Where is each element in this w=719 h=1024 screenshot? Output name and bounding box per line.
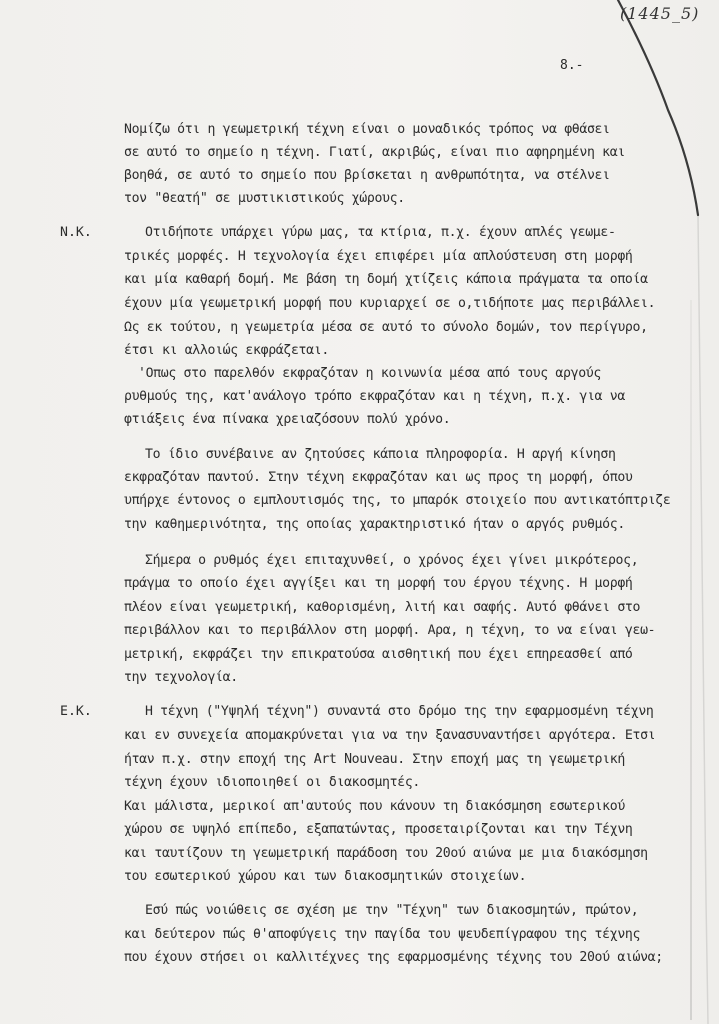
text-line: τον "θεατή" σε μυστικιστικούς χώρους.: [124, 191, 405, 206]
text-line: Το ίδιο συνέβαινε αν ζητούσες κάποια πληροφορία. Η αργή κίνηση: [145, 447, 616, 462]
text-line: και μία καθαρή δομή. Με βάση τη δομή χτίζεις κάποια πράγματα τα οποία: [124, 272, 648, 287]
page-number: 8.-: [560, 58, 584, 73]
text-line: υπήρχε έντονος ο εμπλουτισμός της, το μπαρόκ στοιχείο που αντικατόπτριζε: [124, 493, 671, 508]
text-line: Σήμερα ο ρυθμός έχει επιταχυνθεί, ο χρόνος έχει γίνει μικρότερος,: [145, 553, 639, 568]
page-edge-shadow: [690, 300, 692, 1020]
text-line: Εσύ πώς νοιώθεις σε σχέση με την "Τέχνη" των διακοσμητών, πρώτον,: [145, 903, 639, 918]
text-line: Ως εκ τούτου, η γεωμετρία μέσα σε αυτό το σύνολο δομών, τον περίγυρο,: [124, 320, 648, 335]
text-line: την τεχνολογία.: [124, 670, 238, 685]
text-line: Οτιδήποτε υπάρχει γύρω μας, τα κτίρια, π.χ. έχουν απλές γεωμε-: [145, 225, 616, 240]
text-line: πλέον είναι γεωμετρική, καθορισμένη, λιτή και σαφής. Αυτό φθάνει στο: [124, 600, 641, 615]
speaker-label: Ν.Κ.: [60, 225, 92, 240]
text-line: και ταυτίζουν τη γεωμετρική παράδοση του 20ού αιώνα με μια διακόσμηση: [124, 846, 648, 861]
text-line: που έχουν στήσει οι καλλιτέχνες της εφαρμοσμένης τέχνης του 20ού αιώνα;: [124, 950, 663, 965]
text-line: φτιάξεις ένα πίνακα χρειαζόσουν πολύ χρόνο.: [124, 412, 451, 427]
text-line: 'Οπως στο παρελθόν εκφραζόταν η κοινωνία μέσα από τους αργούς: [138, 366, 601, 381]
text-line: έχουν μία γεωμετρική μορφή που κυριαρχεί σε ο,τιδήποτε μας περιβάλλει.: [124, 296, 656, 311]
text-line: ρυθμούς της, κατ'ανάλογο τρόπο εκφραζόταν και η τέχνη, π.χ. για να: [124, 389, 625, 404]
text-line: ήταν π.χ. στην εποχή της Art Nouveau. Στην εποχή μας τη γεωμετρική: [124, 752, 625, 767]
text-line: του εσωτερικού χώρου και των διακοσμητικών στοιχείων.: [124, 869, 527, 884]
text-line: μετρική, εκφράζει την επικρατούσα αισθητική που έχει επηρεασθεί από: [124, 647, 633, 662]
text-line: πράγμα το οποίο έχει αγγίξει και τη μορφή του έργου τέχνης. Η μορφή: [124, 576, 633, 591]
text-line: χώρου σε υψηλό επίπεδο, εξαπατώντας, προσεταιρίζονται και την Τέχνη: [124, 822, 633, 837]
text-line: έτσι κι αλλοιώς εκφράζεται.: [124, 343, 329, 358]
text-line: Νομίζω ότι η γεωμετρική τέχνη είναι ο μοναδικός τρόπος να φθάσει: [124, 122, 610, 137]
text-line: την καθημερινότητα, της οποίας χαρακτηριστικό ήταν ο αργός ρυθμός.: [124, 517, 625, 532]
text-line: βοηθά, σε αυτό το σημείο που βρίσκεται η ανθρωπότητα, να στέλνει: [124, 168, 610, 183]
text-line: Και μάλιστα, μερικοί απ'αυτούς που κάνουν τη διακόσμηση εσωτερικού: [124, 799, 625, 814]
text-line: εκφραζόταν παντού. Στην τέχνη εκφραζόταν και ως προς τη μορφή, όπου: [124, 470, 633, 485]
handwritten-annotation: (1445_5): [620, 4, 700, 23]
speaker-label: Ε.Κ.: [60, 704, 92, 719]
text-line: σε αυτό το σημείο η τέχνη. Γιατί, ακριβώς, είναι πιο αφηρημένη και: [124, 145, 625, 160]
text-line: και δεύτερον πώς θ'αποφύγεις την παγίδα του ψευδεπίγραφου της τέχνης: [124, 927, 641, 942]
text-line: περιβάλλον και το περιβάλλον στη μορφή. Αρα, η τέχνη, το να είναι γεω-: [124, 623, 656, 638]
text-line: τρικές μορφές. Η τεχνολογία έχει επιφέρει μία απλούστευση στη μορφή: [124, 249, 633, 264]
text-line: τέχνη έχουν ιδιοποιηθεί οι διακοσμητές.: [124, 775, 420, 790]
text-line: Η τέχνη ("Υψηλή τέχνη") συναντά στο δρόμο της την εφαρμοσμένη τέχνη: [145, 704, 654, 719]
text-line: και εν συνεχεία απομακρύνεται για να την ξανασυναντήσει αργότερα. Ετσι: [124, 728, 656, 743]
